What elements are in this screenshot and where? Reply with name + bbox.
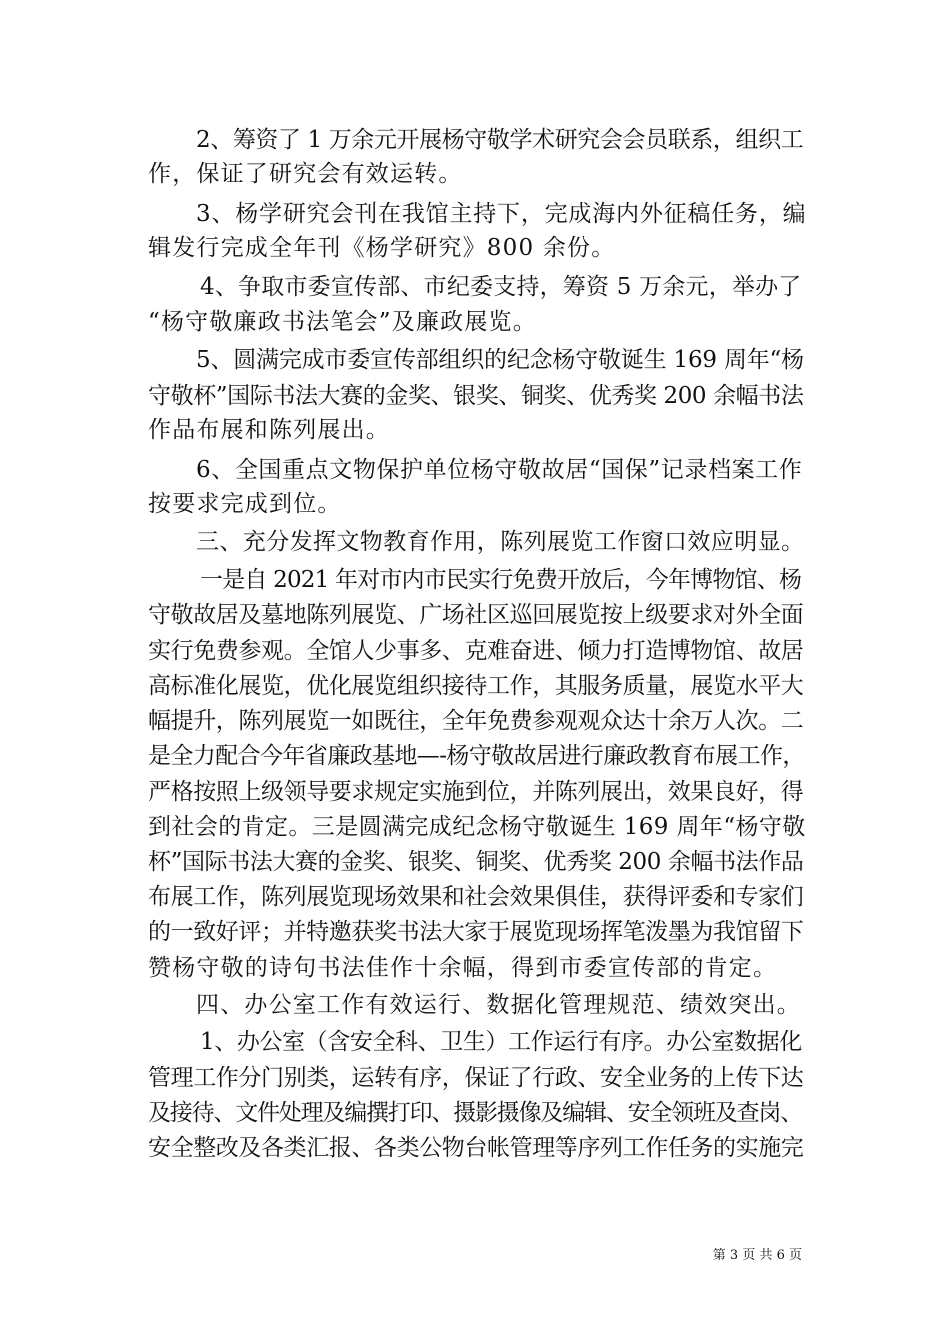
- page-number-footer: 第 3 页 共 6 页: [712, 1248, 802, 1263]
- text-line: 管理工作分门别类，运转有序，保证了行政、安全业务的上传下达: [148, 1065, 804, 1091]
- section-heading: 四、办公室工作有效运行、数据化管理规范、绩效突出。: [196, 992, 801, 1018]
- text-line: 1、办公室（含安全科、卫生）工作运行有序。办公室数据化: [200, 1029, 802, 1055]
- text-line: 辑发行完成全年刊《杨学研究》800 余份。: [148, 235, 616, 261]
- section-heading: 三、充分发挥文物教育作用，陈列展览工作窗口效应明显。: [196, 529, 805, 555]
- text-line: “杨守敬廉政书法笔会”及廉政展览。: [148, 309, 537, 335]
- text-line: 布展工作，陈列展览现场效果和社会效果俱佳，获得评委和专家们: [148, 884, 804, 910]
- text-line: 一是自 2021 年对市内市民实行免费开放后，今年博物馆、杨: [200, 567, 802, 593]
- text-line: 守敬故居及墓地陈列展览、广场社区巡回展览按上级要求对外全面: [148, 602, 804, 628]
- text-line: 安全整改及各类汇报、各类公物台帐管理等序列工作任务的实施完: [148, 1135, 804, 1161]
- text-line: 按要求完成到位。: [148, 491, 342, 517]
- text-line: 的一致好评；并特邀获奖书法大家于展览现场挥笔泼墨为我馆留下: [148, 919, 804, 945]
- text-line: 赞杨守敬的诗句书法佳作十余幅，得到市委宣传部的肯定。: [148, 955, 778, 981]
- text-line: 6、全国重点文物保护单位杨守敬故居“国保”记录档案工作: [196, 457, 803, 483]
- text-line: 3、杨学研究会刊在我馆主持下，完成海内外征稿任务，编: [196, 201, 807, 227]
- text-line: 实行免费参观。全馆人少事多、克难奋进、倾力打造博物馆、故居: [148, 638, 804, 664]
- text-line: 作品布展和陈列展出。: [148, 417, 390, 443]
- text-line: 5、圆满完成市委宣传部组织的纪念杨守敬诞生 169 周年“杨: [196, 347, 804, 373]
- text-line: 到社会的肯定。三是圆满完成纪念杨守敬诞生 169 周年“杨守敬: [148, 814, 806, 840]
- text-line: 2、筹资了 1 万余元开展杨守敬学术研究会会员联系，组织工: [196, 127, 804, 153]
- text-line: 守敬杯”国际书法大赛的金奖、银奖、铜奖、优秀奖 200 余幅书法: [148, 383, 804, 409]
- text-line: 是全力配合今年省廉政基地—-杨守敬故居进行廉政教育布展工作，: [148, 743, 805, 769]
- text-line: 4、争取市委宣传部、市纪委支持，筹资 5 万余元，举办了: [200, 274, 802, 300]
- text-line: 幅提升，陈列展览一如既往，全年免费参观观众达十余万人次。二: [148, 708, 804, 734]
- text-line: 及接待、文件处理及编撰打印、摄影摄像及编辑、安全领班及查岗、: [148, 1100, 803, 1126]
- text-line: 杯”国际书法大赛的金奖、银奖、铜奖、优秀奖 200 余幅书法作品: [148, 849, 804, 875]
- text-line: 作，保证了研究会有效运转。: [148, 161, 463, 187]
- text-line: 高标准化展览，优化展览组织接待工作，其服务质量，展览水平大: [148, 673, 804, 699]
- text-line: 严格按照上级领导要求规定实施到位，并陈列展出，效果良好，得: [148, 779, 804, 805]
